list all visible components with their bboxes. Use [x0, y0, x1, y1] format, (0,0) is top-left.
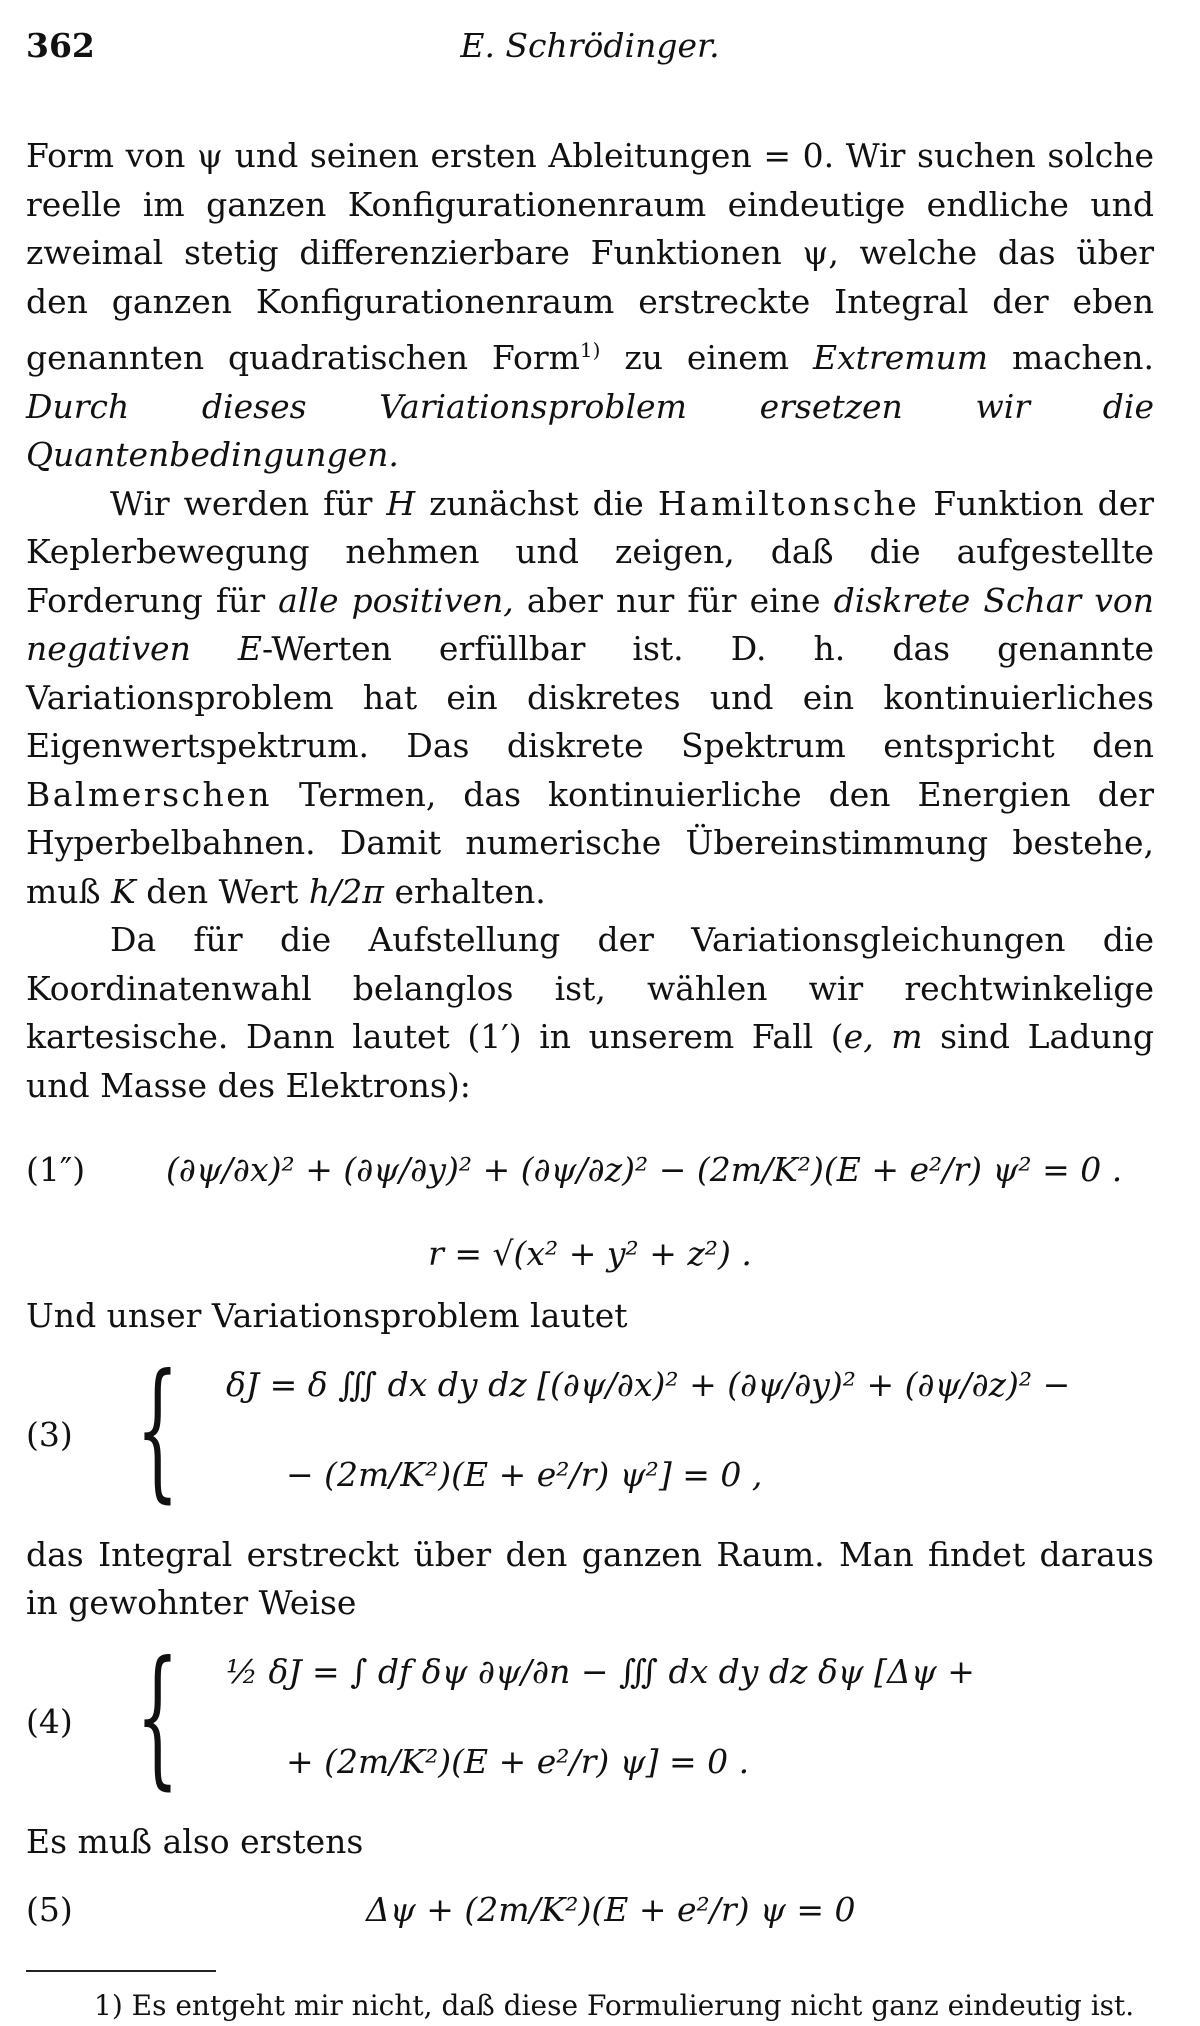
paragraph-3	[26, 916, 1154, 1110]
p3-text-a: Da für die Aufstellung der Variationsgleichungen die Koordinatenwahl belanglos ist, wählen wir rechtwinkelige kartesische. Dann lautet (1′) in unserem Fall (	[26, 920, 1154, 1056]
p2-text-i: erhalten.	[383, 871, 546, 911]
p2-hamilton: Hamiltonsche	[657, 483, 920, 523]
p3-text-b: sind Ladung und Masse des Elektrons):	[26, 1017, 1154, 1105]
p2-diskrete-schar: diskrete Schar von negativen	[26, 580, 1154, 668]
p2-text-d: aber nur für eine	[513, 580, 834, 620]
footnote-mark: 1)	[94, 1989, 123, 2022]
equation-5	[26, 1866, 1154, 1962]
p2-text-c: Funktion der Keplerbewegung nehmen und zeigen, daß die aufgestellte Forderung für	[26, 483, 1154, 620]
p2-text-a: Wir werden für	[110, 483, 387, 523]
equation-3	[26, 1341, 1154, 1531]
footnote	[26, 1986, 1154, 2026]
paragraph-5: das Integral erstreckt über den ganzen Raum. Man findet daraus in gewohnter Weise	[26, 1534, 1154, 1622]
paragraph-4: Und unser Variationsproblem lautet	[26, 1296, 628, 1335]
equation-1	[26, 1110, 1154, 1230]
paragraph-6: Es muß also erstens	[26, 1821, 364, 1861]
p2-K: K	[111, 871, 136, 911]
equation-1-r: r = √(x² + y² + z²) .	[428, 1234, 752, 1273]
p3-e-m: e, m	[843, 1017, 923, 1056]
p2-balmer: Balmerschen	[26, 774, 273, 814]
equation-4-label: (4)	[26, 1701, 73, 1741]
equation-3-line-1: δJ = δ ∭ dx dy dz [(∂ψ/∂x)² + (∂ψ/∂y)² + (∂ψ/∂z)² −	[226, 1364, 1071, 1404]
p1-text-c: machen.	[988, 338, 1154, 377]
p1-text-a: Form von ψ und seinen ersten Ableitungen = 0. Wir suchen solche reelle im ganzen Konfigurationenraum eindeutige endliche und zweimal stetig differenzierbare Funktionen ψ, welche das über den ganzen Konfigurationenraum erstreckte Integral der eben genannten quadratischen Form	[26, 136, 1154, 377]
p2-text-f: -Werten erfüllbar ist. D. h. das genannte Variationsproblem hat ein diskretes und ein kontinuierliches Eigenwertspektrum. Das diskrete Spektrum entspricht den	[26, 629, 1154, 765]
equation-4-line-2: + (2m/K²)(E + e²/r) ψ] = 0 .	[286, 1741, 750, 1781]
equation-4-line-1: ½ δJ = ∫ df δψ ∂ψ/∂n − ∭ dx dy dz δψ [Δψ +	[226, 1651, 975, 1691]
p2-text-b: zunächst die	[415, 483, 658, 523]
equation-1-label: (1″)	[26, 1149, 86, 1189]
p1-extremum: Extremum	[812, 338, 989, 377]
equation-4-brace: {	[136, 1629, 179, 1804]
equation-4	[26, 1628, 1154, 1818]
p2-space	[191, 629, 238, 668]
equation-5-body: Δψ + (2m/K²)(E + e²/r) ψ = 0	[366, 1890, 856, 1929]
p1-text-b: zu einem	[600, 338, 813, 377]
p2-h-over-2pi: h/2π	[308, 871, 384, 911]
footnote-rule	[26, 1970, 216, 1972]
equation-3-brace: {	[136, 1342, 179, 1517]
footnote-ref: 1)	[579, 338, 601, 362]
equation-5-label: (5)	[26, 1890, 73, 1929]
p1-italic-sentence: Durch dieses Variationsproblem ersetzen wir die Quantenbedingungen.	[26, 386, 1154, 474]
p2-text-h: den Wert	[135, 871, 309, 911]
equation-3-line-2: − (2m/K²)(E + e²/r) ψ²] = 0 ,	[286, 1454, 763, 1494]
equation-3-label: (3)	[26, 1414, 73, 1454]
page-number: 362	[26, 26, 95, 65]
p2-E: E	[237, 629, 262, 668]
paragraph-1	[26, 132, 1154, 480]
p2-alle-positiven: alle positiven,	[278, 580, 514, 620]
paragraph-2	[26, 480, 1154, 917]
equation-1-body: (∂ψ/∂x)² + (∂ψ/∂y)² + (∂ψ/∂z)² − (2m/K²)(E + e²/r) ψ² = 0 .	[166, 1149, 1123, 1189]
page-header	[26, 22, 1154, 72]
p2-text-g: Termen, das kontinuierliche den Energien der Hyperbelbahnen. Damit numerische Übereinstimmung bestehe, muß	[26, 774, 1154, 911]
running-head: E. Schrödinger.	[460, 26, 720, 65]
footnote-text: Es entgeht mir nicht, daß diese Formulierung nicht ganz eindeutig ist.	[122, 1989, 1135, 2022]
p2-H: H	[386, 483, 416, 523]
